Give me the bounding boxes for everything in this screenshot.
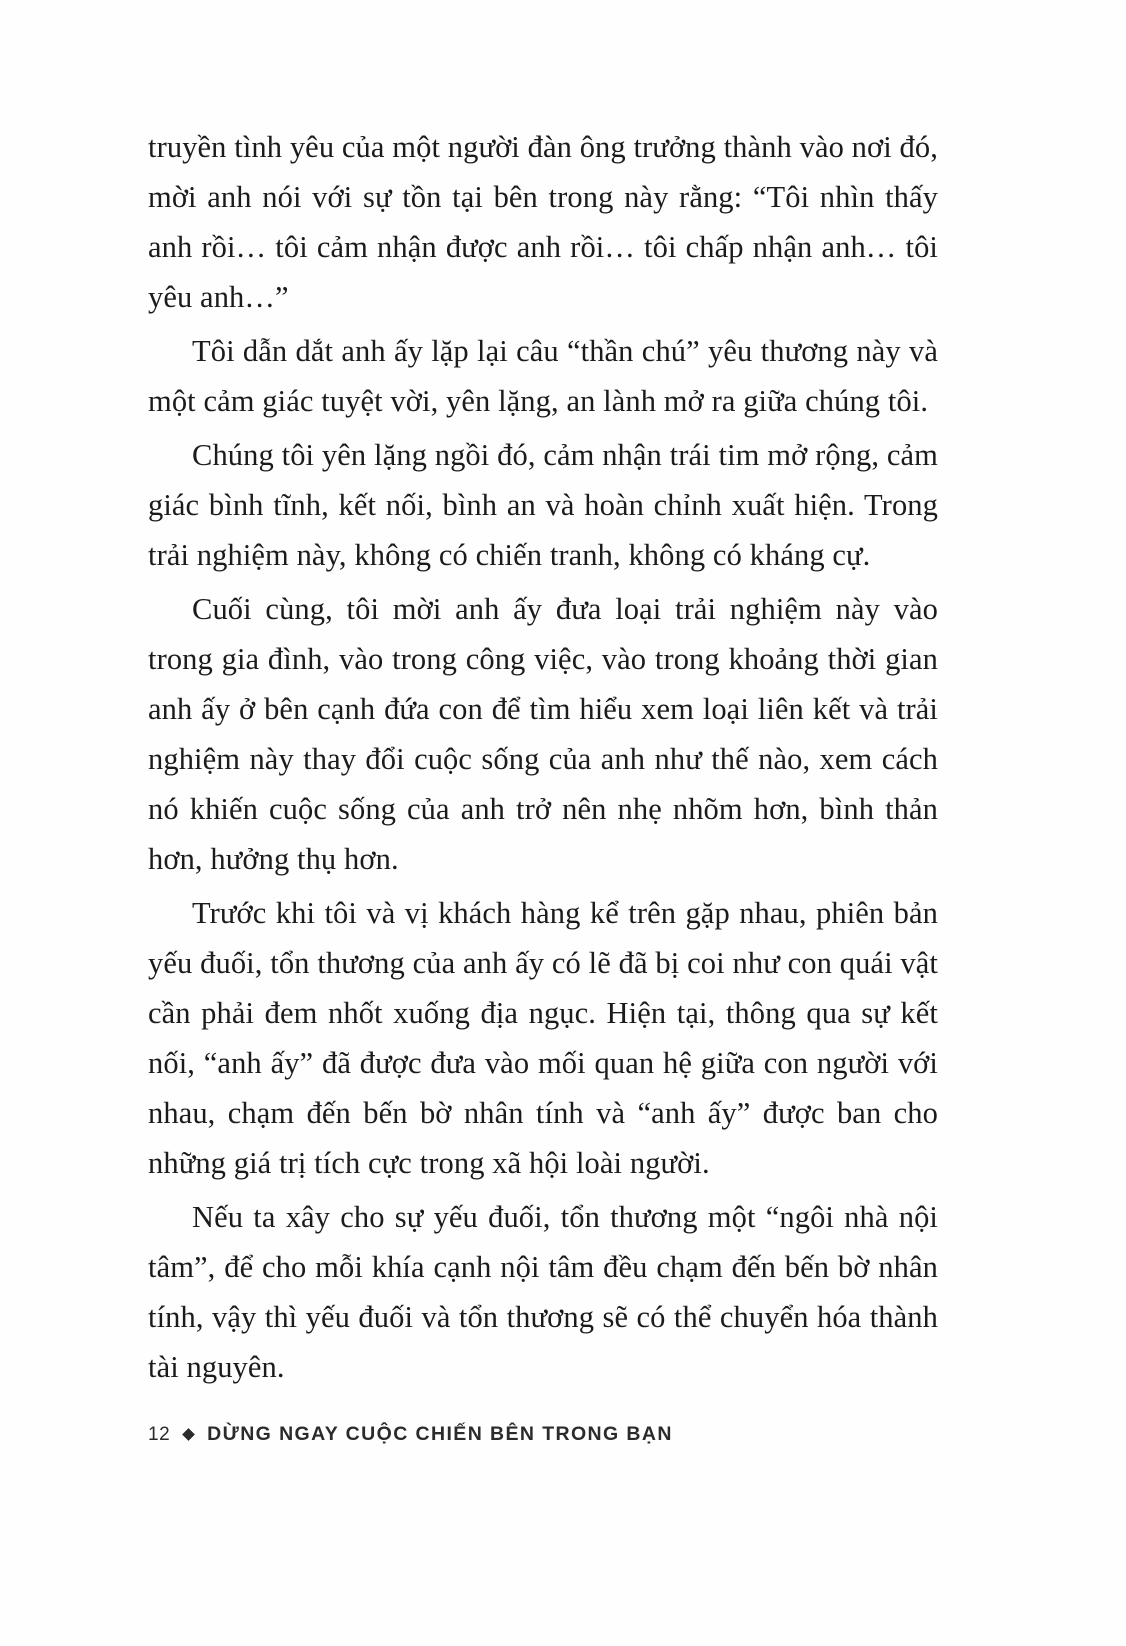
paragraph-3: Chúng tôi yên lặng ngồi đó, cảm nhận trái tim mở rộng, cảm giác bình tĩnh, kết nối, bình an và hoàn chỉnh xuất hiện. Trong trải nghiệm này, không có chiến tranh, không có kháng cự. — [148, 438, 938, 572]
paragraph-2: Tôi dẫn dắt anh ấy lặp lại câu “thần chú” yêu thương này và một cảm giác tuyệt vời, yên lặng, an lành mở ra giữa chúng tôi. — [148, 334, 938, 418]
diamond-icon — [182, 1428, 195, 1441]
paragraph-6: Nếu ta xây cho sự yếu đuối, tổn thương một “ngôi nhà nội tâm”, để cho mỗi khía cạnh nội tâm đều chạm đến bến bờ nhân tính, vậy thì yếu đuối và tổn thương sẽ có thể chuyển hóa thành tài nguyên. — [148, 1200, 938, 1384]
page-text-column — [148, 122, 938, 1396]
page-footer — [148, 1423, 673, 1446]
paragraph-1: truyền tình yêu của một người đàn ông trưởng thành vào nơi đó, mời anh nói với sự tồn tại bên trong này rằng: “Tôi nhìn thấy anh rồi… tôi cảm nhận được anh rồi… tôi chấp nhận anh… tôi yêu anh…” — [148, 130, 938, 314]
paragraph-5: Trước khi tôi và vị khách hàng kể trên gặp nhau, phiên bản yếu đuối, tổn thương của anh ấy có lẽ đã bị coi như con quái vật cần phải đem nhốt xuống địa ngục. Hiện tại, thông qua sự kết nối, “anh ấy” đã được đưa vào mối quan hệ giữa con người với nhau, chạm đến bến bờ nhân tính và “anh ấy” được ban cho những giá trị tích cực trong xã hội loài người. — [148, 896, 938, 1180]
page-number: 12 — [148, 1423, 171, 1445]
paragraph-4: Cuối cùng, tôi mời anh ấy đưa loại trải nghiệm này vào trong gia đình, vào trong công việc, vào trong khoảng thời gian anh ấy ở bên cạnh đứa con để tìm hiểu xem loại liên kết và trải nghiệm này thay đổi cuộc sống của anh như thế nào, xem cách nó khiến cuộc sống của anh trở nên nhẹ nhõm hơn, bình thản hơn, hưởng thụ hơn. — [148, 592, 938, 876]
running-head: DỪNG NGAY CUỘC CHIẾN BÊN TRONG BẠN — [207, 1423, 673, 1445]
